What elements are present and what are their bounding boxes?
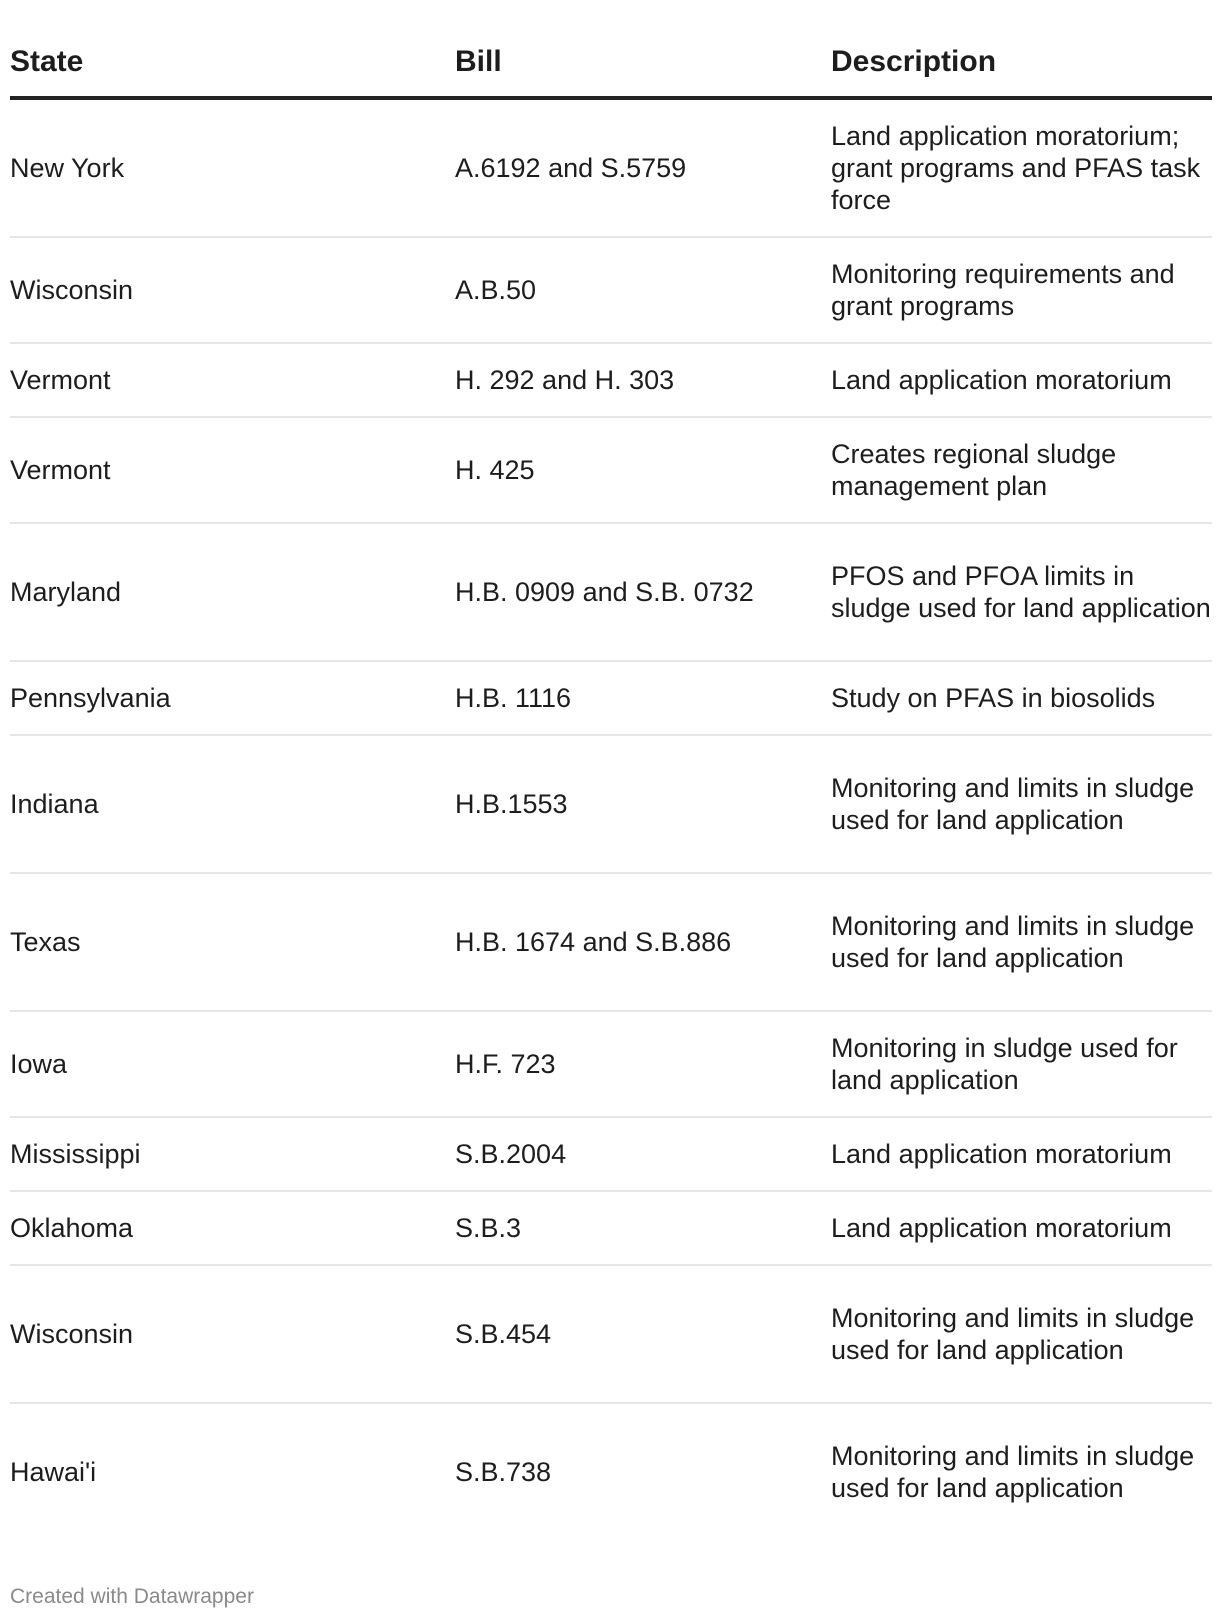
table-row [10,1117,1212,1191]
cell-description: Land application moratorium; grant programs and PFAS task force [831,98,1212,237]
cell-description: Monitoring and limits in sludge used for land application [831,1441,1195,1503]
table-row [10,1403,1212,1540]
column-header-bill[interactable]: Bill [455,28,831,98]
table-row [10,523,1212,661]
cell-description: Monitoring in sludge used for land application [831,1011,1212,1117]
datawrapper-credit-link[interactable]: Created with Datawrapper [10,1585,254,1608]
cell-bill: S.B.2004 [455,1117,831,1191]
table-row [10,661,1212,735]
cell-description: Land application moratorium [831,343,1212,417]
cell-state: Vermont [10,417,455,523]
cell-bill: H.B.1553 [455,735,831,873]
table-row [10,1011,1212,1117]
table-row [10,1265,1212,1403]
cell-state: Oklahoma [10,1191,455,1265]
cell-bill: H. 292 and H. 303 [455,343,831,417]
cell-state: Texas [10,873,455,1011]
table-row [10,735,1212,873]
cell-bill: S.B.3 [455,1191,831,1265]
cell-description: Monitoring and limits in sludge used for land application [831,1265,1212,1403]
header-row [10,28,1212,98]
table-body [10,98,1212,1540]
cell-bill: H.B. 1116 [455,661,831,735]
cell-state: Indiana [10,735,455,873]
cell-description: PFOS and PFOA limits in sludge used for land application [831,523,1212,661]
cell-bill: H.B. 0909 and S.B. 0732 [455,523,831,661]
cell-description: Study on PFAS in biosolids [831,661,1212,735]
cell-description: Land application moratorium [831,1191,1212,1265]
table-header [10,28,1212,98]
column-header-state[interactable]: State [10,28,455,98]
cell-bill: H.B. 1674 and S.B.886 [455,873,831,1011]
cell-bill: H. 425 [455,417,831,523]
bills-table [10,28,1212,1540]
cell-state: Iowa [10,1011,455,1117]
table-row [10,98,1212,237]
cell-description: Monitoring and limits in sludge used for land application [831,873,1212,1011]
table-row [10,417,1212,523]
cell-bill: S.B.454 [455,1265,831,1403]
cell-bill: A.6192 and S.5759 [455,98,831,237]
cell-state: Maryland [10,523,455,661]
cell-state: Hawai'i [10,1457,97,1487]
table-row [10,237,1212,343]
cell-description: Monitoring and limits in sludge used for land application [831,735,1212,873]
table-row [10,1191,1212,1265]
column-header-description[interactable]: Description [831,28,1212,98]
table-row [10,873,1212,1011]
cell-state: Wisconsin [10,237,455,343]
table-row [10,343,1212,417]
cell-bill: H.F. 723 [455,1011,831,1117]
cell-state: Mississippi [10,1117,455,1191]
cell-state: Wisconsin [10,1265,455,1403]
cell-description: Land application moratorium [831,1117,1212,1191]
cell-description: Monitoring requirements and grant programs [831,237,1212,343]
cell-state: New York [10,98,455,237]
cell-bill: A.B.50 [455,237,831,343]
cell-bill: S.B.738 [455,1457,552,1487]
cell-state: Pennsylvania [10,661,455,735]
cell-state: Vermont [10,343,455,417]
cell-description: Creates regional sludge management plan [831,417,1212,523]
